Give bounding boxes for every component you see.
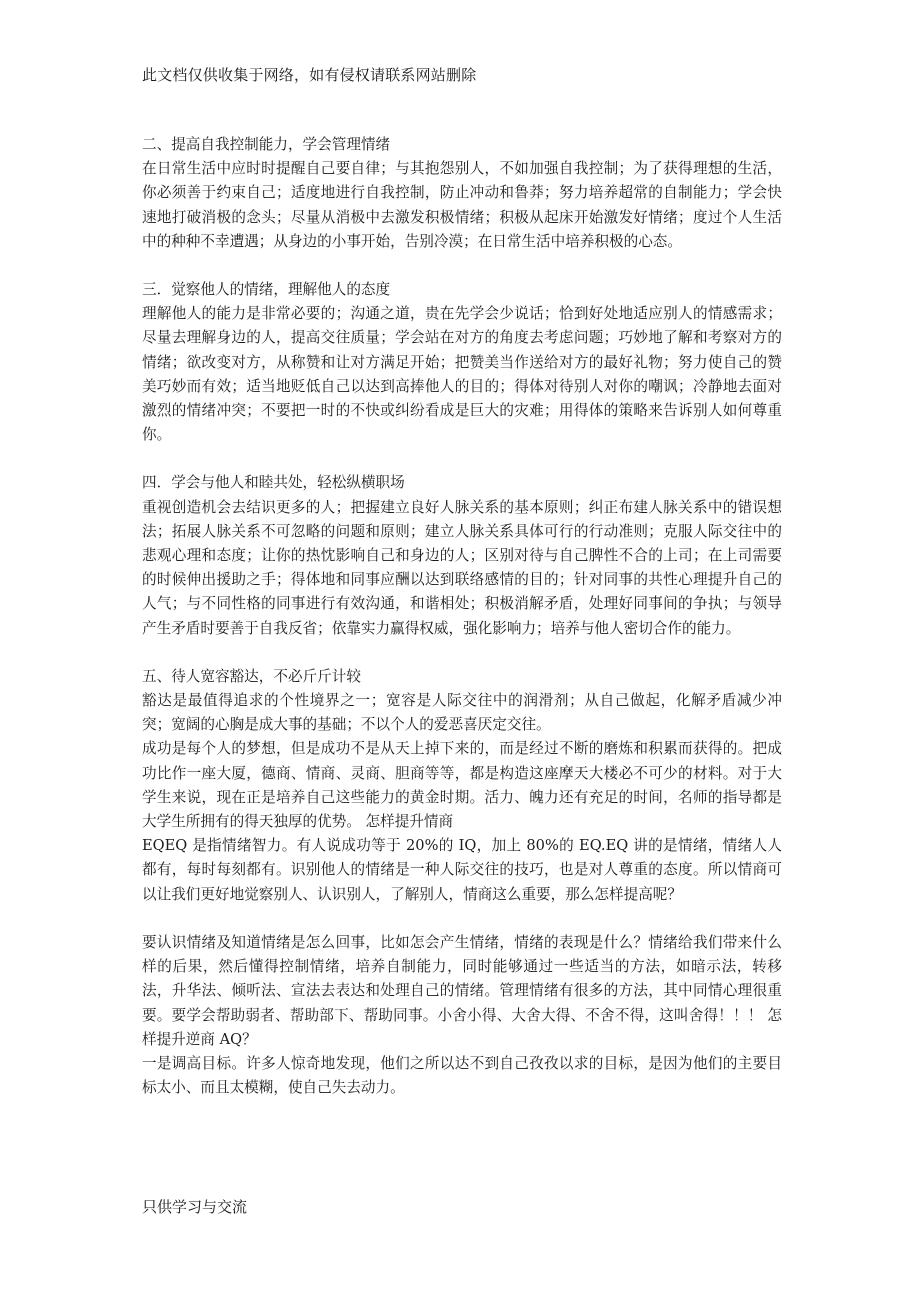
section-heading: 五、待人宽容豁达，不必斤斤计较 [142,667,361,685]
section-paragraph: 要认识情绪及知道情绪是怎么回事，比如怎会产生情绪，情绪的表现是什么？情绪给我们带来什么样的后果，然后懂得控制情绪，培养自制能力，同时能够通过一些适当的方法，如暗示法，转移法，升华法、倾听法、宣法去表达和处理自己的情绪。管理情绪有很多的方法，其中同情心理很重要。要学会帮助弱者、帮助部下、帮助同事。小舍小得、大舍大得、不舍不得，这叫舍得！！！ 怎样提升逆商 AQ？ [142,933,782,1048]
section-get-along [142,471,782,640]
footer-note: 只供学习与交流 [142,1198,248,1216]
section-self-control [142,133,782,254]
header-disclaimer: 此文档仅供收集于网络，如有侵权请联系网站删除 [142,66,477,84]
section-paragraph: 在日常生活中应时时提醒自己要自律；与其抱怨别人，不如加强自我控制；为了获得理想的生活，你必须善于约束自己；适度地进行自我控制，防止冲动和鲁莽；努力培养超常的自制能力；学会快速地打破消极的念头；尽量从消极中去激发积极情绪；积极从起床开始激发好情绪；度过个人生活中的种种不幸遭遇；从身边的小事开始，告别冷漠；在日常生活中培养积极的心态。 [142,160,782,250]
section-paragraph: 成功是每个人的梦想，但是成功不是从天上掉下来的，而是经过不断的磨炼和积累而获得的。把成功比作一座大厦，德商、情商、灵商、胆商等等，都是构造这座摩天大楼必不可少的材料。对于大学生来说，现在正是培养自己这些能力的黄金时期。活力、魄力还有充足的时间，名师的指导都是大学生所拥有的得天独厚的优势。 怎样提升情商 [142,740,782,831]
section-paragraph: 一是调高目标。许多人惊奇地发现，他们之所以达不到自己孜孜以求的目标，是因为他们的主要目标太小、而且太模糊，使自己失去动力。 [142,1054,782,1097]
section-tolerance [142,665,782,1100]
section-paragraph: EQEQ 是指情绪智力。有人说成功等于 20%的 IQ，加上 80%的 EQ.EQ 讲的是情绪，情绪人人都有，每时每刻都有。识别他人的情绪是一种人际交往的技巧，也是对人尊重的态度。所以情商可以让我们更好地觉察别人、认识别人，了解别人，情商这么重要，那么怎样提高呢？ [142,837,782,903]
section-heading: 二、提高自我控制能力，学会管理情绪 [142,136,391,153]
section-heading: 三．觉察他人的情绪，理解他人的态度 [142,281,391,299]
document-body [142,133,782,1100]
section-paragraph: 理解他人的能力是非常必要的；沟通之道，贵在先学会少说话；恰到好处地适应别人的情感需求；尽量去理解身边的人，提高交往质量；学会站在对方的角度去考虑问题；巧妙地了解和考察对方的情绪；欲改变对方，从称赞和让对方满足开始；把赞美当作送给对方的最好礼物；努力使自己的赞美巧妙而有效；适当地贬低自己以达到高捧他人的目的；得体对待别人对你的嘲讽；冷静地去面对激烈的情绪冲突；不要把一时的不快或纠纷看成是巨大的灾难；用得体的策略来告诉别人如何尊重你。 [142,305,782,444]
section-paragraph: 重视创造机会去结识更多的人；把握建立良好人脉关系的基本原则；纠正布建人脉关系中的错误想法；拓展人脉关系不可忽略的问题和原则；建立人脉关系具体可行的行动准则；克服人际交往中的悲观心理和态度；让你的热忱影响自己和身边的人；区别对待与自己脾性不合的上司；在上司需要的时候伸出援助之手；得体地和同事应酬以达到联络感情的目的；针对同事的共性心理提升自己的人气；与不同性格的同事进行有效沟通，和谐相处；积极消解矛盾，处理好同事间的争执；与领导产生矛盾时要善于自我反省；依靠实力赢得权威，强化影响力；培养与他人密切合作的能力。 [142,498,782,637]
section-understand-others [142,278,782,447]
section-heading: 四．学会与他人和睦共处，轻松纵横职场 [142,474,405,492]
section-paragraph: 豁达是最值得追求的个性境界之一；宽容是人际交往中的润滑剂；从自己做起，化解矛盾减少冲突；宽阔的心胸是成大事的基础；不以个人的爱恶喜厌定交往。 [142,692,782,734]
